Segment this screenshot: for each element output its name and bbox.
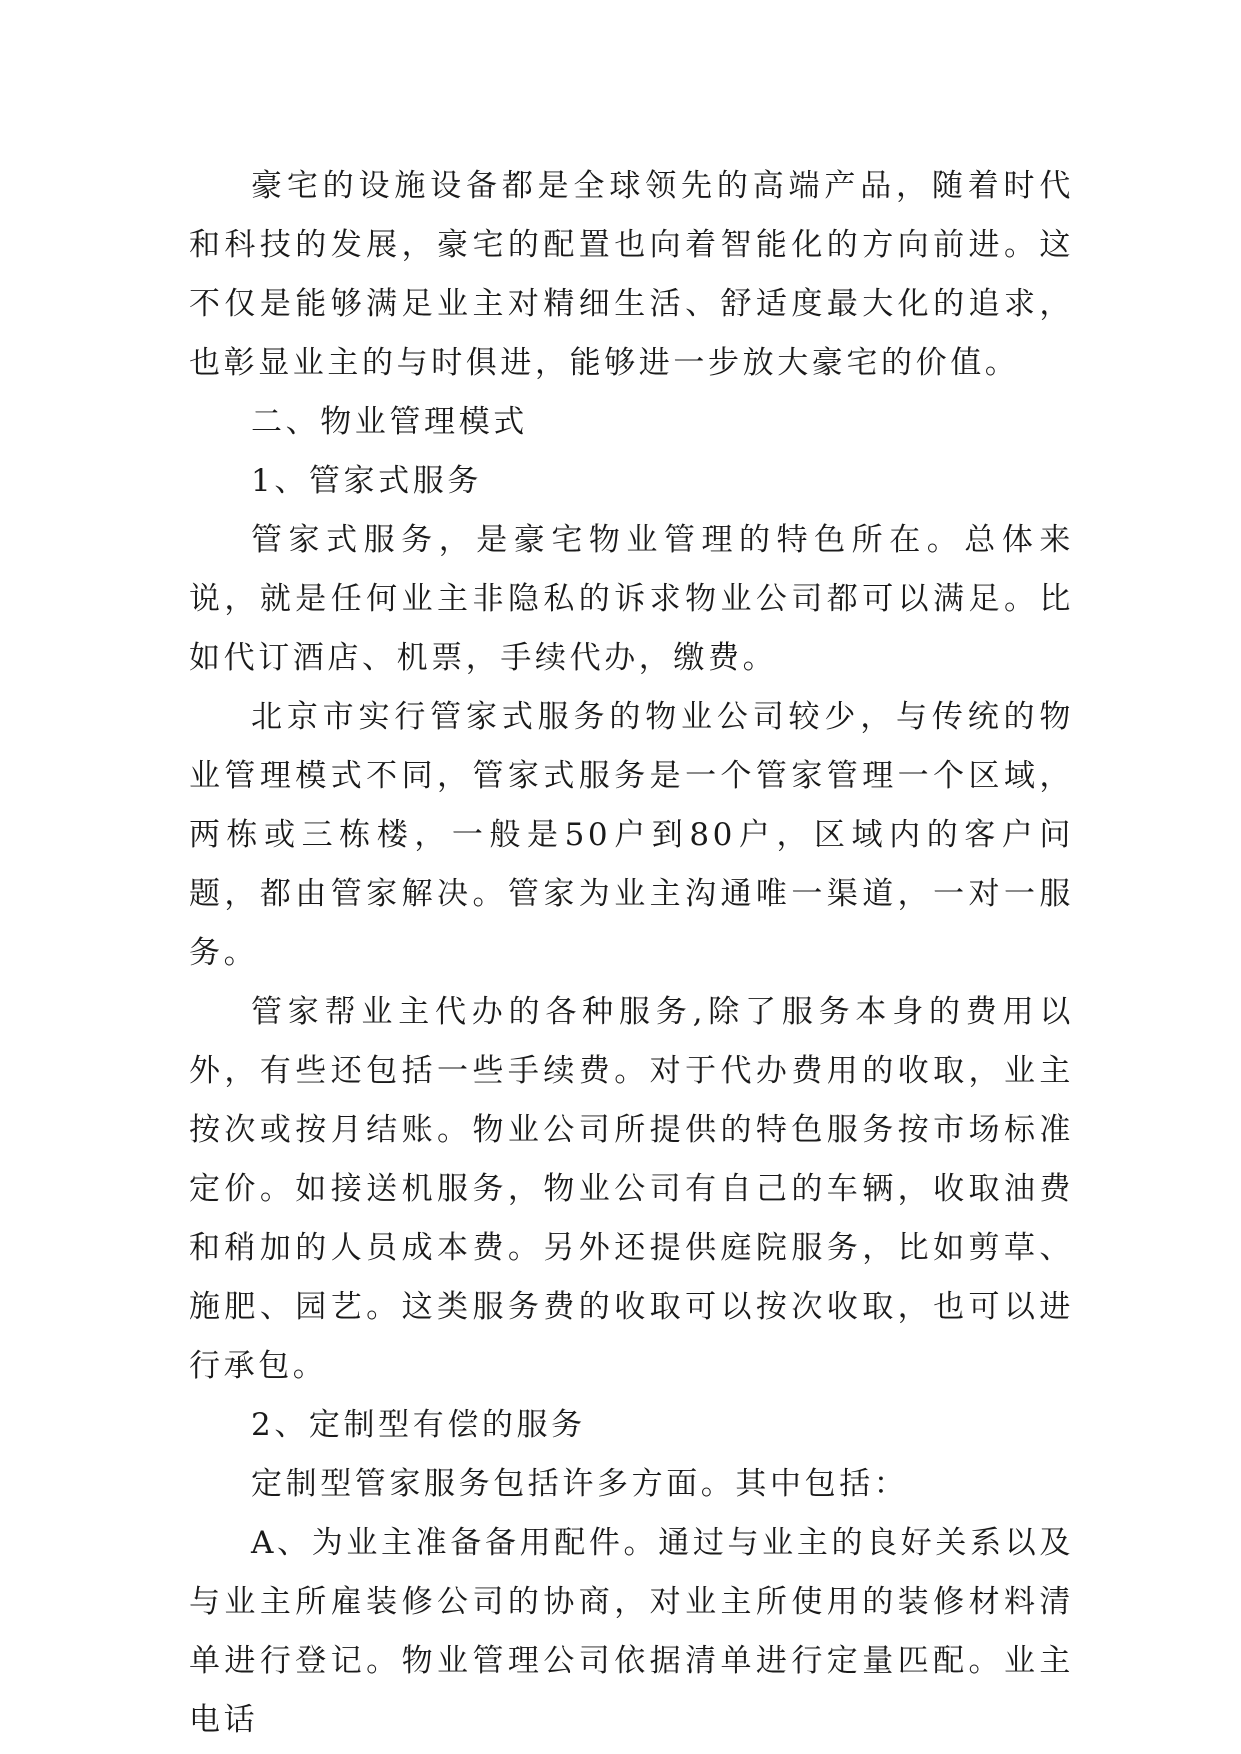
document-body <box>189 157 1074 1750</box>
subheading-butler-service: 1、管家式服务 <box>251 463 482 499</box>
paragraph-beijing-butler: 北京市实行管家式服务的物业公司较少，与传统的物业管理模式不同，管家式服务是一个管家管理一个区域，两栋或三栋楼，一般是50户到80户，区域内的客户问题，都由管家解决。管家为业主沟通唯一渠道，一对一服务。 <box>189 699 1074 971</box>
paragraph-luxury-facilities: 豪宅的设施设备都是全球领先的高端产品，随着时代和科技的发展，豪宅的配置也向着智能化的方向前进。这不仅是能够满足业主对精细生活、舒适度最大化的追求，也彰显业主的与时俱进，能够进一步放大豪宅的价值。 <box>189 168 1074 381</box>
subheading-custom-paid-service: 2、定制型有偿的服务 <box>251 1407 586 1443</box>
section-heading-management-model: 二、物业管理模式 <box>251 404 528 440</box>
paragraph-butler-service-intro: 管家式服务，是豪宅物业管理的特色所在。总体来说，就是任何业主非隐私的诉求物业公司都可以满足。比如代订酒店、机票，手续代办，缴费。 <box>189 522 1074 676</box>
paragraph-custom-service-intro: 定制型管家服务包括许多方面。其中包括： <box>251 1466 909 1502</box>
paragraph-service-fees: 管家帮业主代办的各种服务,除了服务本身的费用以外，有些还包括一些手续费。对于代办费用的收取，业主按次或按月结账。物业公司所提供的特色服务按市场标准定价。如接送机服务，物业公司有自己的车辆，收取油费和稍加的人员成本费。另外还提供庭院服务，比如剪草、施肥、园艺。这类服务费的收取可以按次收取，也可以进行承包。 <box>189 994 1074 1384</box>
paragraph-spare-parts: A、为业主准备备用配件。通过与业主的良好关系以及与业主所雇装修公司的协商，对业主所使用的装修材料清单进行登记。物业管理公司依据清单进行定量匹配。业主电话 <box>189 1525 1074 1738</box>
